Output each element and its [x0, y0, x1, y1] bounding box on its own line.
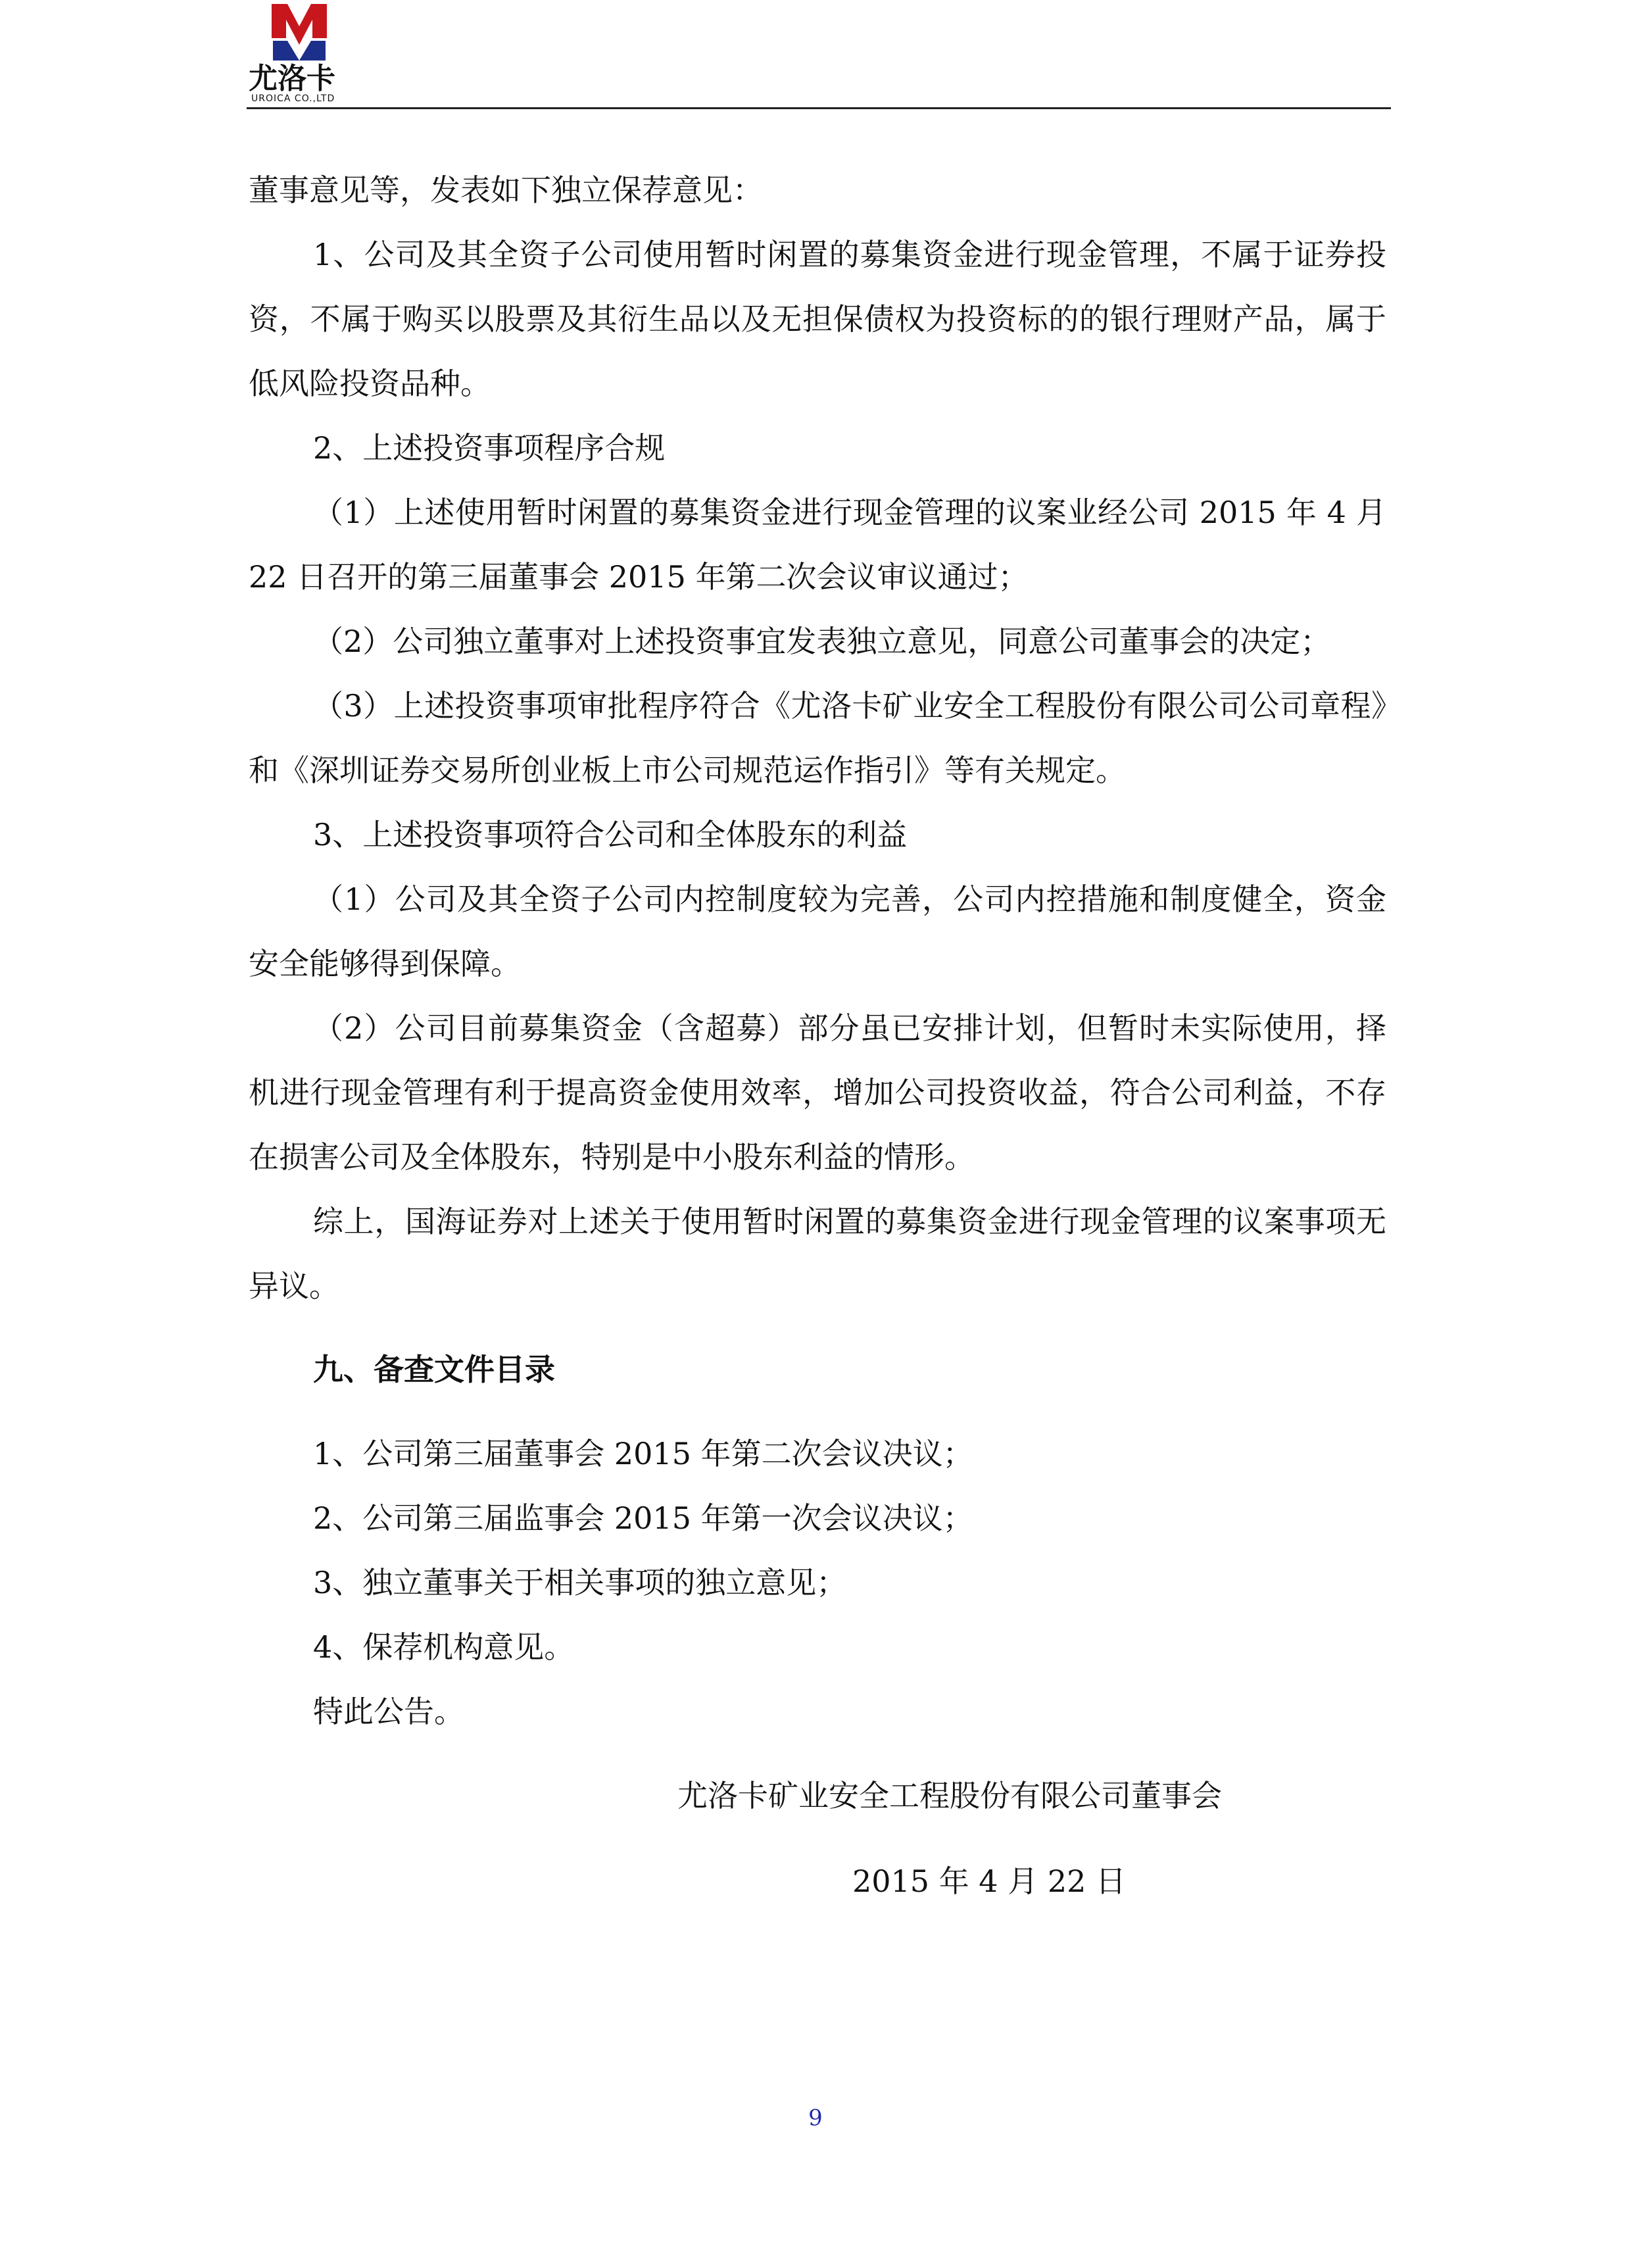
conclusion-paragraph: 综上，国海证券对上述关于使用暂时闲置的募集资金进行现金管理的议案事项无异议。	[249, 1204, 1386, 1304]
paragraph-2-1: （1）上述使用暂时闲置的募集资金进行现金管理的议案业经公司 2015 年 4 月 22 日召开的第三届董事会 2015 年第二次会议审议通过；	[249, 495, 1386, 595]
paragraph-2-2: （2）公司独立董事对上述投资事宜发表独立意见，同意公司董事会的决定；	[313, 624, 1331, 659]
closing-statement: 特此公告。	[313, 1694, 464, 1729]
signature-company: 尤洛卡矿业安全工程股份有限公司董事会	[677, 1778, 1222, 1813]
list-item: 1、公司第三届董事会 2015 年第二次会议决议；	[313, 1436, 973, 1471]
list-item: 4、保荐机构意见。	[313, 1629, 575, 1665]
paragraph-3: 3、上述投资事项符合公司和全体股东的利益	[313, 817, 908, 852]
page-number: 9	[808, 2105, 823, 2131]
list-item: 2、公司第三届监事会 2015 年第一次会议决议；	[313, 1500, 973, 1536]
paragraph-2: 2、上述投资事项程序合规	[313, 430, 666, 466]
paragraph-2-3: （3）上述投资事项审批程序符合《尤洛卡矿业安全工程股份有限公司公司章程》和《深圳证券交易所创业板上市公司规范运作指引》等有关规定。	[249, 688, 1386, 788]
paragraph-3-1: （1）公司及其全资子公司内控制度较为完善，公司内控措施和制度健全，资金安全能够得到保障。	[249, 881, 1386, 981]
logo-chinese-name: 尤洛卡	[249, 62, 335, 95]
intro-paragraph: 董事意见等，发表如下独立保荐意见：	[249, 172, 763, 208]
logo-english-name: UROICA CO.,LTD	[251, 93, 335, 104]
header-divider	[247, 107, 1391, 109]
paragraph-3-2: （2）公司目前募集资金（含超募）部分虽已安排计划，但暂时未实际使用，择机进行现金管理有利于提高资金使用效率，增加公司投资收益，符合公司利益，不存在损害公司及全体股东，特别是中小股东利益的情形。	[249, 1010, 1386, 1175]
paragraph-1: 1、公司及其全资子公司使用暂时闲置的募集资金进行现金管理，不属于证券投资，不属于购买以股票及其衍生品以及无担保债权为投资标的的银行理财产品，属于低风险投资品种。	[249, 237, 1386, 401]
section-heading: 九、备查文件目录	[313, 1352, 555, 1387]
signature-date: 2015 年 4 月 22 日	[852, 1863, 1126, 1899]
list-item: 3、独立董事关于相关事项的独立意见；	[313, 1565, 847, 1600]
